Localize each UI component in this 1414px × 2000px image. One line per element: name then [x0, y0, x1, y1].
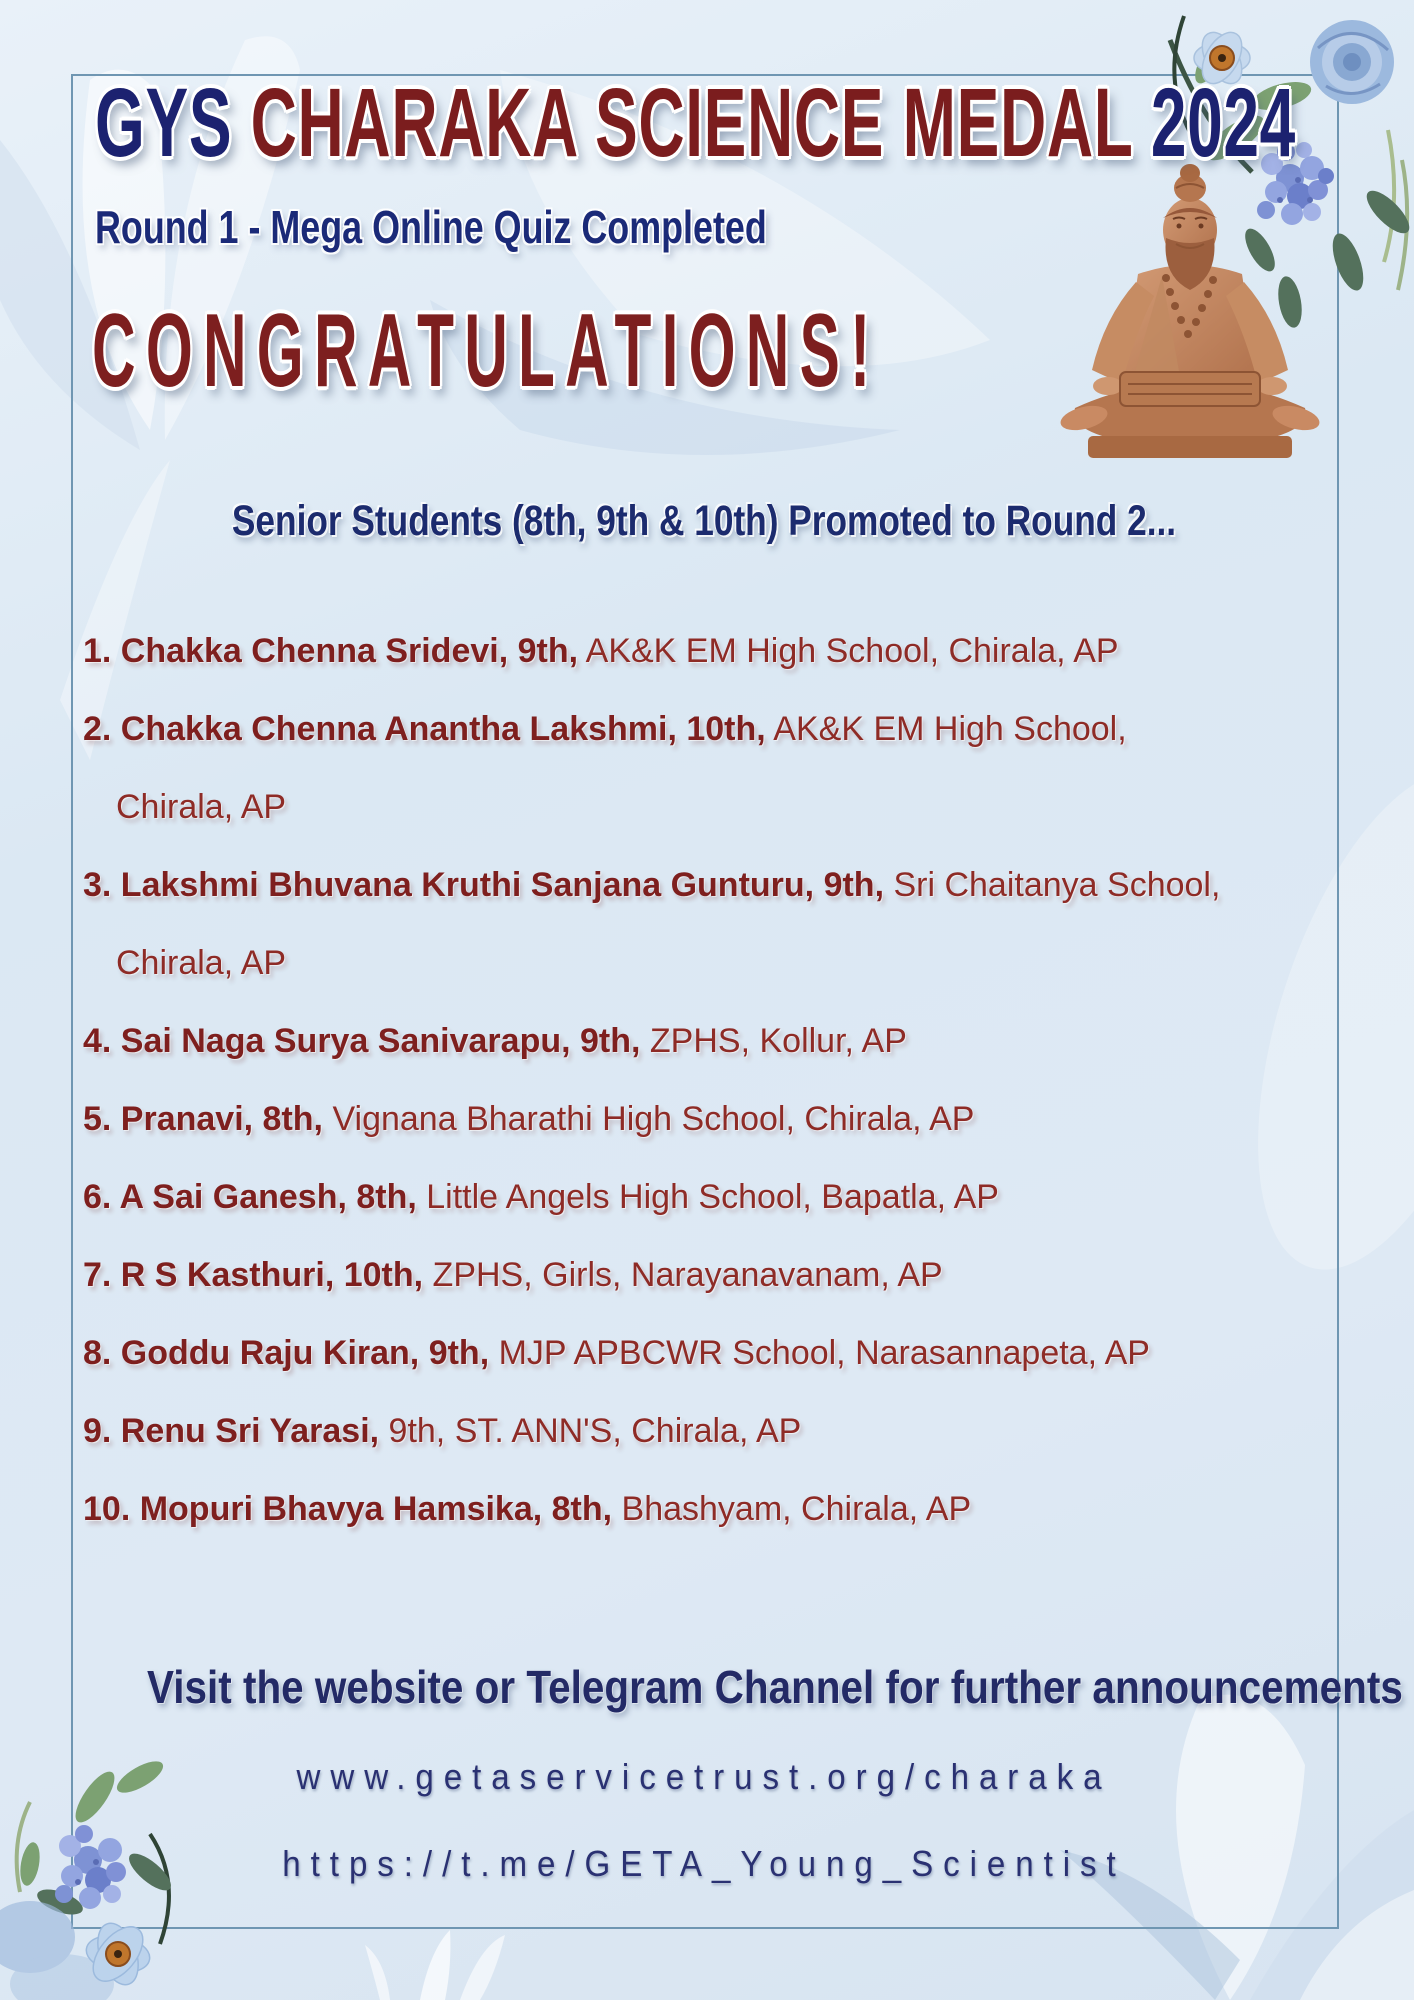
list-item: [83, 1314, 1238, 1392]
title-charaka-science-medal: CHARAKA SCIENCE MEDAL: [250, 68, 1133, 177]
student-school: Bhashyam, Chirala, AP: [621, 1490, 972, 1528]
student-name-grade: 3. Lakshmi Bhuvana Kruthi Sanjana Gunturu, 9th,: [83, 866, 885, 904]
congratulations-text: CONGRATULATIONS!: [92, 293, 881, 409]
subtitle-round1: Round 1 - Mega Online Quiz Completed: [95, 201, 767, 253]
student-name-grade: 7. R S Kasthuri, 10th,: [83, 1256, 424, 1294]
list-item: [83, 1080, 1238, 1158]
list-item: [83, 1158, 1238, 1236]
title-gys: GYS: [95, 68, 233, 177]
list-item: [83, 1236, 1238, 1314]
student-school: ZPHS, Girls, Narayanavanam, AP: [432, 1256, 943, 1294]
section-heading: Senior Students (8th, 9th & 10th) Promoted to Round 2...: [231, 497, 1177, 545]
student-school: AK&K EM High School, Chirala, AP: [585, 632, 1119, 670]
student-name-grade: 5. Pranavi, 8th,: [83, 1100, 323, 1138]
students-list: [83, 612, 1238, 1548]
student-school: AK&K EM High School, Chirala, AP: [116, 710, 1127, 826]
student-name-grade: 6. A Sai Ganesh, 8th,: [83, 1178, 417, 1216]
student-school: Vignana Bharathi High School, Chirala, AP: [332, 1100, 975, 1138]
student-name-grade: 8. Goddu Raju Kiran, 9th,: [83, 1334, 490, 1372]
list-item: [83, 1470, 1238, 1548]
student-name-grade: 9. Renu Sri Yarasi,: [83, 1412, 380, 1450]
student-school: Little Angels High School, Bapatla, AP: [426, 1178, 999, 1216]
list-item: [83, 1392, 1238, 1470]
page-title: [95, 68, 1296, 177]
title-year: 2024: [1150, 68, 1296, 177]
student-name-grade: 1. Chakka Chenna Sridevi, 9th,: [83, 632, 579, 670]
footer-note: Visit the website or Telegram Channel for further announcements: [146, 1661, 1403, 1713]
student-school: 9th, ST. ANN'S, Chirala, AP: [388, 1412, 802, 1450]
list-item: [83, 1002, 1238, 1080]
student-school: ZPHS, Kollur, AP: [649, 1022, 907, 1060]
website-link[interactable]: www.getaservicetrust.org/charaka: [296, 1756, 1112, 1797]
student-name-grade: 10. Mopuri Bhavya Hamsika, 8th,: [83, 1490, 613, 1528]
student-name-grade: 4. Sai Naga Surya Sanivarapu, 9th,: [83, 1022, 641, 1060]
list-item: [83, 612, 1238, 690]
list-item: [83, 690, 1238, 846]
student-name-grade: 2. Chakka Chenna Anantha Lakshmi, 10th,: [83, 710, 766, 748]
student-school: MJP APBCWR School, Narasannapeta, AP: [498, 1334, 1150, 1372]
telegram-link[interactable]: https://t.me/GETA_Young_Scientist: [282, 1843, 1126, 1884]
student-school: Sri Chaitanya School, Chirala, AP: [116, 866, 1221, 982]
list-item: [83, 846, 1238, 1002]
